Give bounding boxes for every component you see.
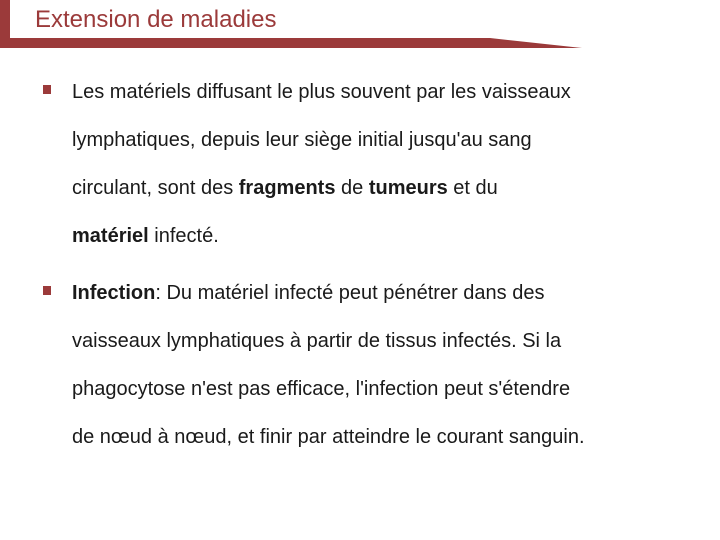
bullet-square-icon (43, 85, 51, 94)
bullet-line (72, 164, 672, 212)
slide-title: Extension de maladies (35, 6, 277, 33)
bullet-line: lymphatiques, depuis leur siège initial jusqu'au sang (72, 129, 532, 151)
bullet-square-icon (43, 286, 51, 295)
text-run: : Du matériel infecté peut pénétrer dans des (155, 282, 545, 304)
bullet-line: de nœud à nœud, et finir par atteindre le courant sanguin. (72, 426, 585, 448)
text-run: infecté. (148, 225, 219, 247)
bullet-line: phagocytose n'est pas efficace, l'infection peut s'étendre (72, 378, 571, 400)
bullet-line: Les matériels diffusant le plus souvent par les vaisseaux (72, 81, 571, 103)
bullet-infection (72, 269, 672, 461)
bullet-lymph-spread (72, 68, 672, 260)
text-run: de (335, 177, 369, 199)
text-run: circulant, sont des (72, 177, 239, 199)
text-run: et du (447, 177, 498, 199)
bold-term-infection: Infection (72, 282, 156, 304)
bold-term-tumeurs: tumeurs (368, 177, 448, 199)
bullet-line (72, 269, 672, 317)
bullet-line: vaisseaux lymphatiques à partir de tissus infectés. Si la (72, 330, 562, 352)
bullet-line (72, 212, 672, 260)
title-underline (0, 38, 582, 50)
bold-term-fragments: fragments (238, 177, 336, 199)
bold-term-materiel: matériel (72, 225, 149, 247)
